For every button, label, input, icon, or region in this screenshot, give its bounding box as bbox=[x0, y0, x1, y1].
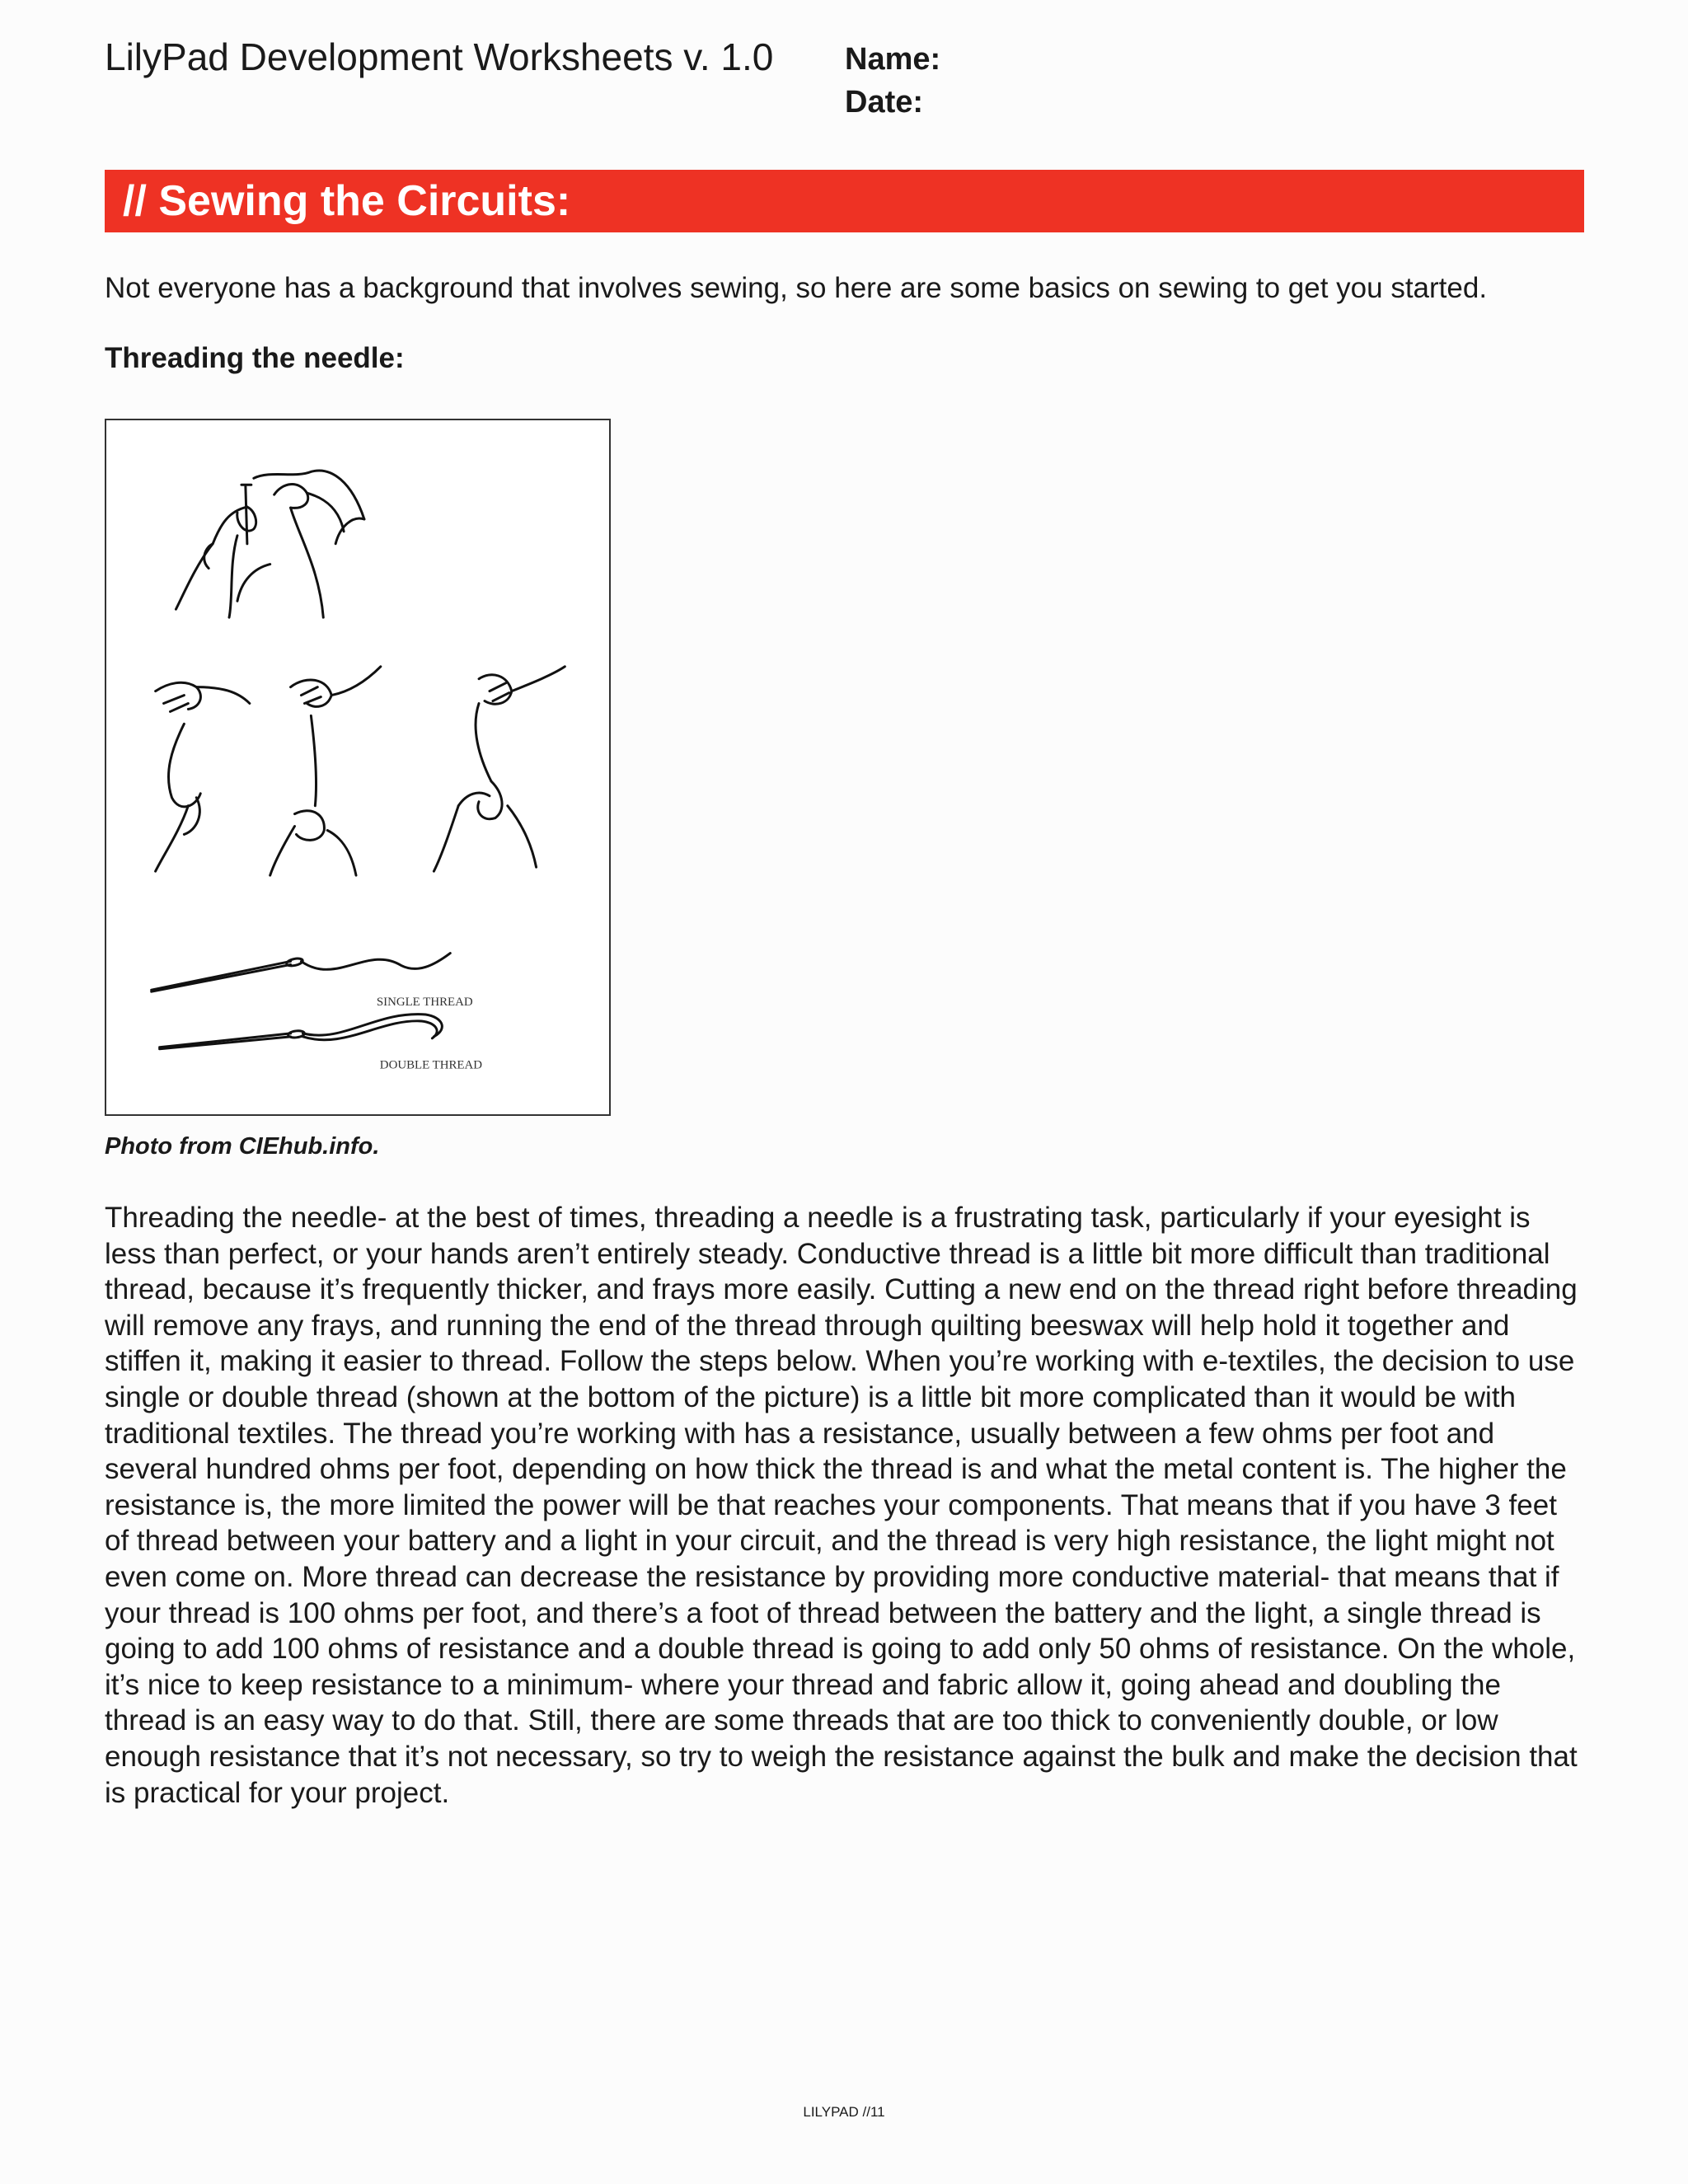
subheading: Threading the needle: bbox=[105, 342, 405, 374]
single-thread-needle-drawing bbox=[152, 954, 451, 992]
double-thread-label: DOUBLE THREAD bbox=[379, 1058, 483, 1072]
page-footer: LILYPAD //11 bbox=[803, 2104, 885, 2120]
intro-text: Not everyone has a background that involves sewing, so here are some basics on sewing to get you started. bbox=[105, 272, 1488, 304]
single-thread-label: SINGLE THREAD bbox=[376, 996, 473, 1010]
name-date-block bbox=[845, 38, 940, 124]
section-banner bbox=[105, 170, 1584, 232]
document-title: LilyPad Development Worksheets v. 1.0 bbox=[105, 35, 774, 78]
section-heading: // Sewing the Circuits: bbox=[123, 177, 571, 225]
hands-threading-drawing bbox=[176, 471, 364, 617]
name-label: Name: bbox=[845, 42, 941, 77]
threading-illustration bbox=[105, 419, 611, 1116]
hands-knotting-drawing bbox=[156, 667, 565, 875]
body-paragraph: Threading the needle- at the best of times, threading a needle is a frustrating task, particularly if your eyesight is less than perfect, or your hands aren’t entirely steady. Conductive thread is a little bit more difficult than traditional thread, because it’s frequently thicker, and frays more easily. Cutting a new end on the thread right before threading will remove any frays, and running the end of the thread through quilting beeswax will help hold it together and stiffen it, making it easier to thread. Follow the steps below. When you’re working with e-textiles, the decision to use single or double thread (shown at the bottom of the picture) is a little bit more complicated than it would be with traditional textiles. The thread you’re working with has a resistance, usually between a few ohms per foot and several hundred ohms per foot, depending on how thick the thread is and what the metal content is. The higher the resistance is, the more limited the power will be that reaches your components. That means that if you have 3 feet of thread between your battery and a light in your circuit, and the thread is very high resistance, the light might not even come on. More thread can decrease the resistance by providing more conductive material- that means that if your thread is 100 ohms per foot, and there’s a foot of thread between the battery and the light, a single thread is going to add 100 ohms of resistance and a double thread is going to add only 50 ohms of resistance. On the whole, it’s nice to keep resistance to a minimum- where your thread and fabric allow it, going ahead and doubling the thread is an easy way to do that. Still, there are some threads that are too thick to conveniently double, or low enough resistance that it’s not necessary, so try to weigh the resistance against the bulk and make the decision that is practical for your project. bbox=[105, 1202, 1578, 1809]
double-thread-needle-drawing bbox=[160, 1015, 443, 1049]
figure-caption: Photo from CIEhub.info. bbox=[105, 1133, 380, 1160]
date-label: Date: bbox=[845, 85, 924, 120]
